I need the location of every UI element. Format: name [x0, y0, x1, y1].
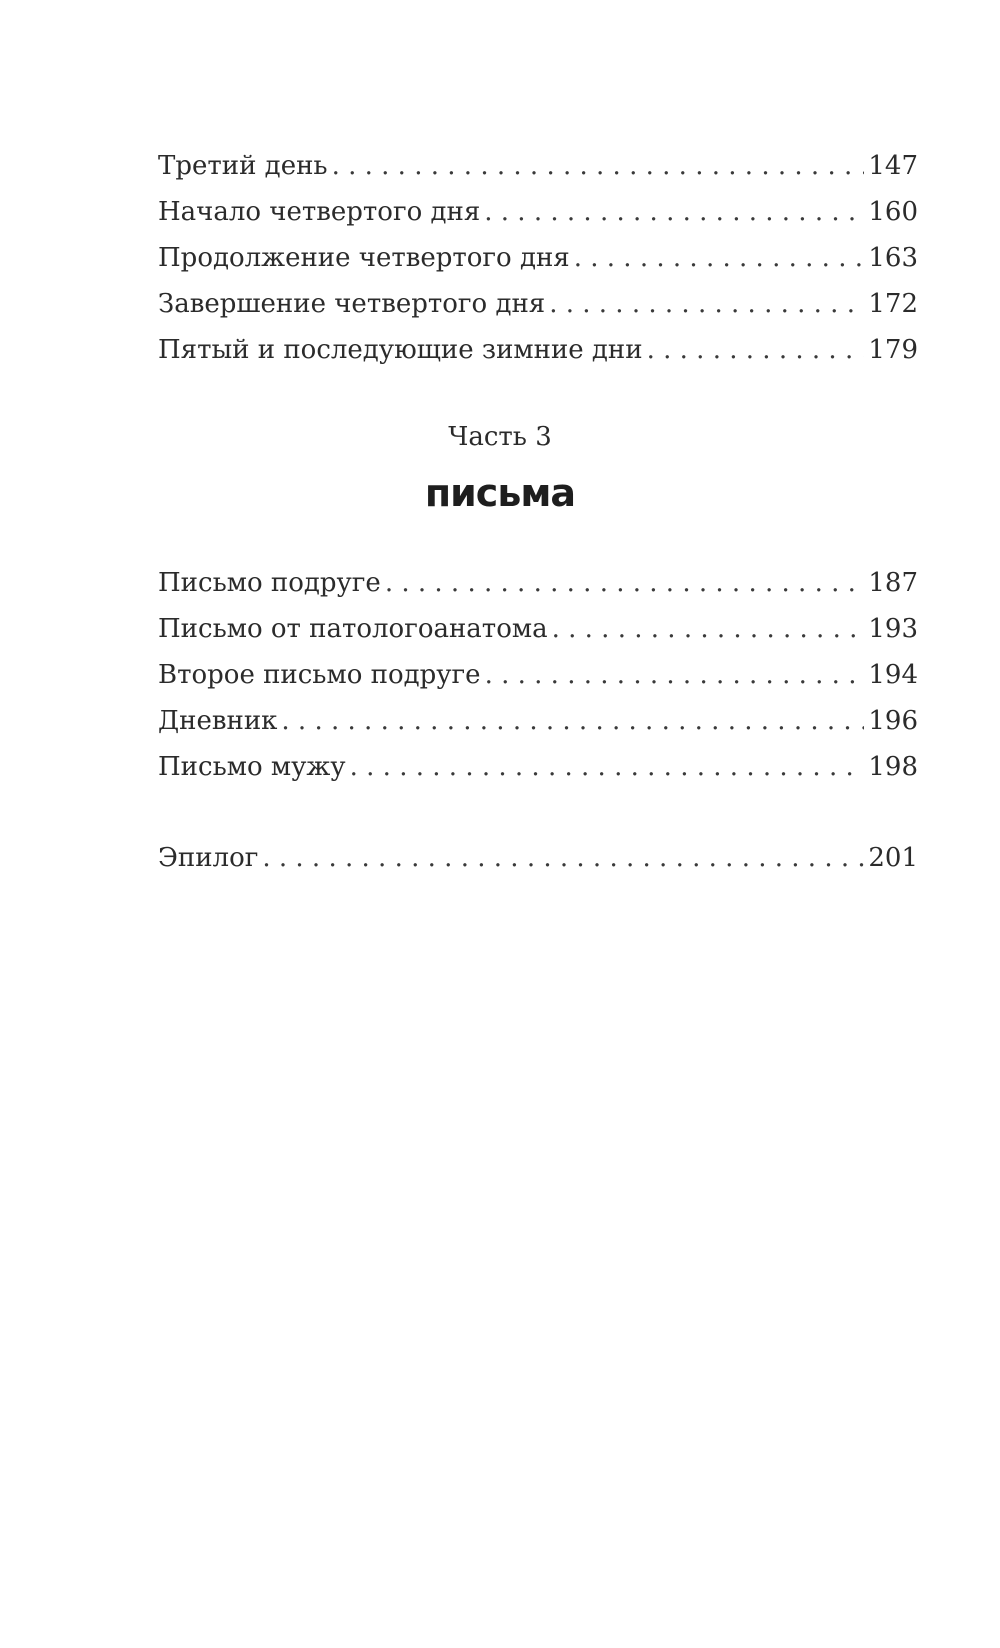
toc-entry-epilogue	[158, 835, 918, 881]
toc-entry	[158, 606, 918, 652]
toc-leader-dots	[485, 652, 865, 698]
toc-entry-title: Пятый и последующие зимние дни	[158, 335, 643, 365]
toc-section-part2	[158, 143, 918, 373]
toc-entry	[158, 235, 918, 281]
toc-entry-page: 160	[868, 197, 918, 227]
toc-entry-title: Письмо мужу	[158, 752, 346, 782]
toc-entry-page: 179	[868, 335, 918, 365]
toc-leader-dots	[484, 189, 864, 235]
toc-leader-dots	[262, 835, 864, 881]
toc-entry	[158, 281, 918, 327]
toc-entry-page: 196	[868, 706, 918, 736]
toc-entry-title: Начало четвертого дня	[158, 197, 481, 227]
toc-entry	[158, 698, 918, 744]
toc-entry	[158, 744, 918, 790]
toc-entry-page: 163	[868, 243, 918, 273]
toc-leader-dots	[385, 560, 865, 606]
toc-entry-title: Третий день	[158, 151, 328, 181]
toc-entry-page: 201	[868, 843, 918, 873]
toc-entry	[158, 327, 918, 373]
toc-leader-dots	[647, 327, 865, 373]
part-label: Часть 3	[448, 422, 552, 452]
toc-leader-dots	[549, 281, 864, 327]
toc-entry-page: 172	[868, 289, 918, 319]
toc-entry-page: 193	[868, 614, 918, 644]
toc-leader-dots	[281, 698, 864, 744]
toc-leader-dots	[332, 143, 865, 189]
toc-entry-title: Письмо от патологоанатома	[158, 614, 548, 644]
toc-entry-title: Завершение четвертого дня	[158, 289, 546, 319]
toc-entry	[158, 652, 918, 698]
toc-entry-title: Эпилог	[158, 843, 259, 873]
toc-entry-title: Дневник	[158, 706, 278, 736]
toc-section-part3	[158, 560, 918, 790]
toc-leader-dots	[350, 744, 865, 790]
toc-entry-page: 147	[868, 151, 918, 181]
toc-entry-title: Второе письмо подруге	[158, 660, 481, 690]
toc-leader-dots	[574, 235, 865, 281]
toc-entry-page: 194	[868, 660, 918, 690]
toc-entry-title: Продолжение четвертого дня	[158, 243, 570, 273]
toc-entry	[158, 189, 918, 235]
toc-entry-page: 198	[868, 752, 918, 782]
toc-entry	[158, 143, 918, 189]
toc-leader-dots	[552, 606, 865, 652]
part-title: письма	[424, 471, 576, 515]
part-heading	[0, 420, 1000, 518]
toc-section-epilogue	[158, 835, 918, 881]
toc-entry-page: 187	[868, 568, 918, 598]
toc-entry	[158, 560, 918, 606]
toc-entry-title: Письмо подруге	[158, 568, 381, 598]
